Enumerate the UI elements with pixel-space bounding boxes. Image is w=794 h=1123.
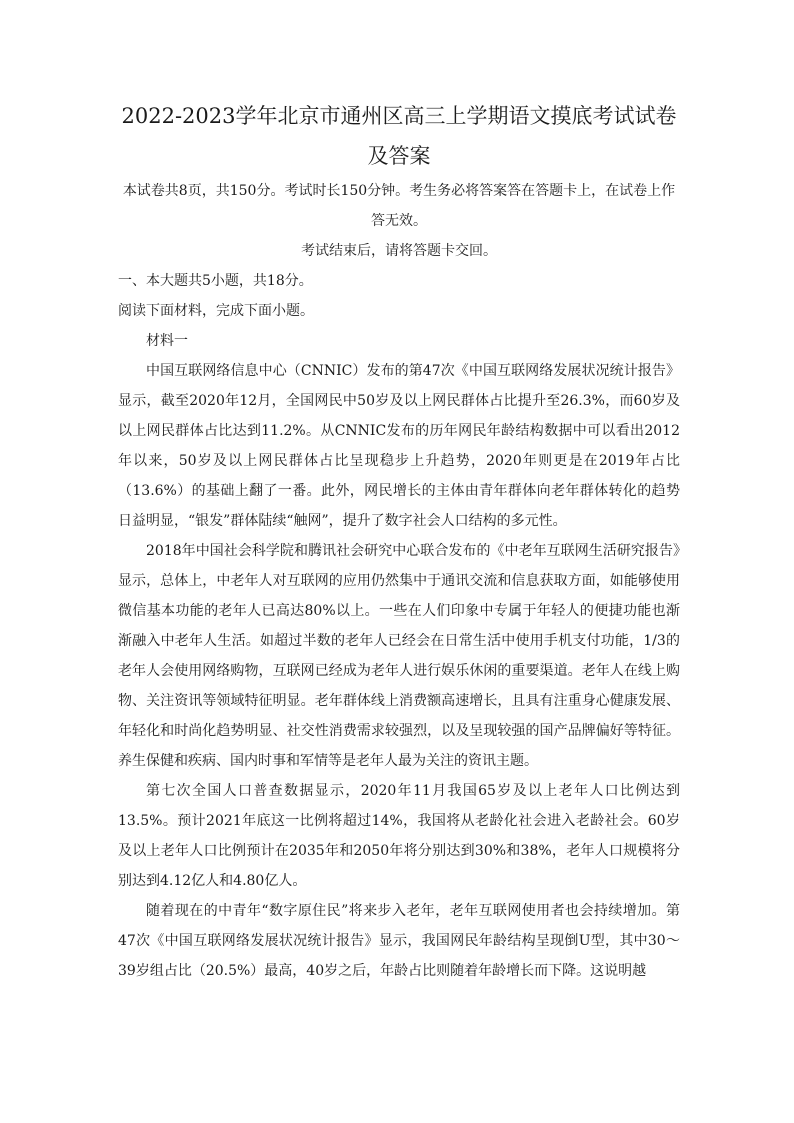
paragraph-1: 中国互联网络信息中心（CNNIC）发布的第47次《中国互联网络发展状况统计报告》显示，截至2020年12月，全国网民中50岁及以上网民群体占比提升至26.3%，而60岁及以上网民群体占比达到11.2%。从CNNIC发布的历年网民年龄结构数据中可以看出2012年以来，50岁及以上网民群体占比呈现稳步上升趋势，2020年则更是在2019年占比（13.6%）的基础上翻了一番。此外，网民增长的主体由青年群体向老年群体转化的趋势日益明显，“银发”群体陆续“触网”，提升了数字社会人口结构的多元性。 <box>118 363 680 529</box>
document-title-line1: 2022-2023学年北京市通州区高三上学期语文摸底考试试卷 <box>121 104 677 128</box>
exam-page <box>118 96 680 986</box>
document-title-line2: 及答案 <box>367 144 431 168</box>
paragraph-3: 第七次全国人口普查数据显示，2020年11月我国65岁及以上老年人口比例达到13.5%。预计2021年底这一比例将超过14%，我国将从老龄化社会进入老龄社会。60岁及以上老年人口比例预计在2035年和2050年将分别达到30%和38%，老年人口规模将分别达到4.12亿人和4.80亿人。 <box>118 783 680 889</box>
section-heading: 一、本大题共5小题，共18分。 <box>118 273 313 289</box>
paragraph-4: 随着现在的中青年“数字原住民”将来步入老年，老年互联网使用者也会持续增加。第47次《中国互联网络发展状况统计报告》显示，我国网民年龄结构呈现倒U型，其中30～39岁组占比（20.5%）最高，40岁之后，年龄占比则随着年龄增长而下降。这说明越 <box>118 903 680 979</box>
instruction-text: 阅读下面材料，完成下面小题。 <box>118 303 314 319</box>
paragraph-2: 2018年中国社会科学院和腾讯社会研究中心联合发布的《中老年互联网生活研究报告》显示，总体上，中老年人对互联网的应用仍然集中于通讯交流和信息获取方面，如能够使用微信基本功能的老年人已高达80%以上。一些在人们印象中专属于年轻人的便捷功能也渐渐融入中老年人生活。如超过半数的老年人已经会在日常生活中使用手机支付功能，1/3的老年人会使用网络购物，互联网已经成为老年人进行娱乐休闲的重要渠道。老年人在线上购物、关注资讯等领域特征明显。老年群体线上消费额高速增长，且具有注重身心健康发展、年轻化和时尚化趋势明显、社交性消费需求较强烈，以及呈现较强的国产品牌偏好等特征。养生保健和疾病、国内时事和军情等是老年人最为关注的资讯主题。 <box>118 543 680 769</box>
intro-line1: 本试卷共8页，共150分。考试时长150分钟。考生务必将答案答在答题卡上，在试卷上作 <box>122 183 676 199</box>
intro-line3: 考试结束后，请将答题卡交回。 <box>301 243 497 259</box>
material-label: 材料一 <box>146 333 188 349</box>
intro-line2: 答无效。 <box>371 213 427 229</box>
